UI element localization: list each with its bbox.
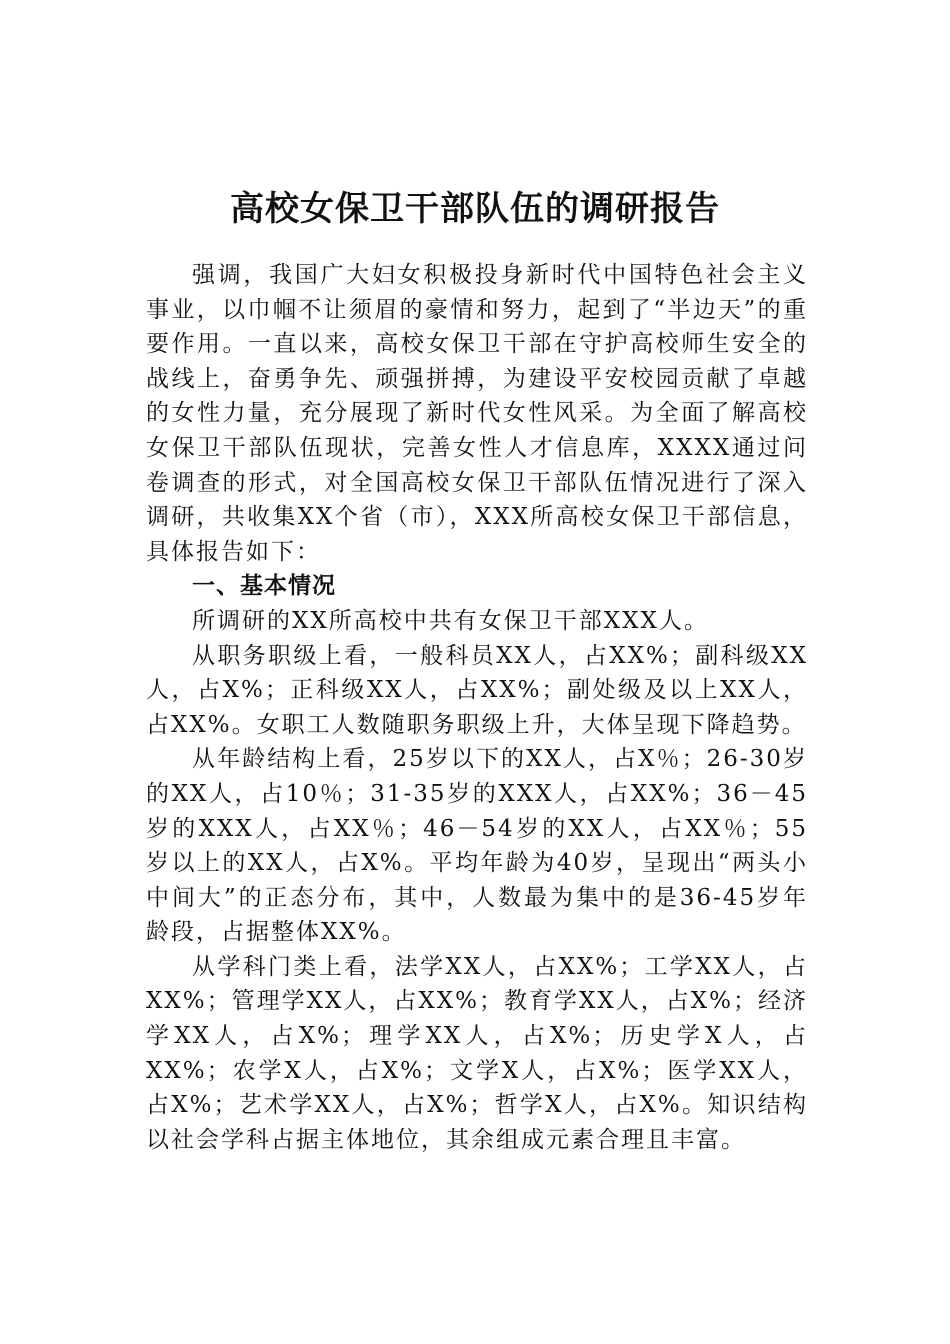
discipline-paragraph: 从学科门类上看，法学XX人，占XX%；工学XX人，占XX%；管理学XX人，占XX%；教育学XX人，占X%；经济学XX人，占X%；理学XX人，占X%；历史学X人，占XX%；农学X人，占X%；文学X人，占X%；医学XX人，占X%；艺术学XX人，占X%；哲学X人，占X%。知识结构以社会学科占据主体地位，其余组成元素合理且丰富。: [146, 953, 808, 1153]
document-title: 高校女保卫干部队伍的调研报告: [230, 188, 720, 229]
rank-paragraph: 从职务职级上看，一般科员XX人，占XX%；副科级XX人，占X%；正科级XX人，占XX%；副处级及以上XX人，占XX%。女职工人数随职务职级上升，大体呈现下降趋势。: [146, 642, 808, 738]
total-count-paragraph: 所调研的XX所高校中共有女保卫干部XXX人。: [192, 607, 709, 634]
age-paragraph: 从年龄结构上看，25岁以下的XX人，占X％；26-30岁的XX人，占10％；31-35岁的XXX人，占XX%；36－45岁的XXX人，占XX％；46－54岁的XX人，占XX％；55岁以上的XX人，占X%。平均年龄为40岁，呈现出“两头小中间大”的正态分布，其中，人数最为集中的是36-45岁年龄段，占据整体XX%。: [146, 746, 808, 946]
intro-paragraph: 强调，我国广大妇女积极投身新时代中国特色社会主义事业，以巾帼不让须眉的豪情和努力，起到了“半边天”的重要作用。一直以来，高校女保卫干部在守护高校师生安全的战线上，奋勇争先、顽强拼搏，为建设平安校园贡献了卓越的女性力量，充分展现了新时代女性风采。为全面了解高校女保卫干部队伍现状，完善女性人才信息库，XXXX通过问卷调查的形式，对全国高校女保卫干部队伍情况进行了深入调研，共收集XX个省（市），XXX所高校女保卫干部信息，具体报告如下：: [146, 262, 808, 565]
document-body: [146, 258, 808, 1157]
section-heading-basic-info: 一、基本情况: [192, 573, 336, 600]
